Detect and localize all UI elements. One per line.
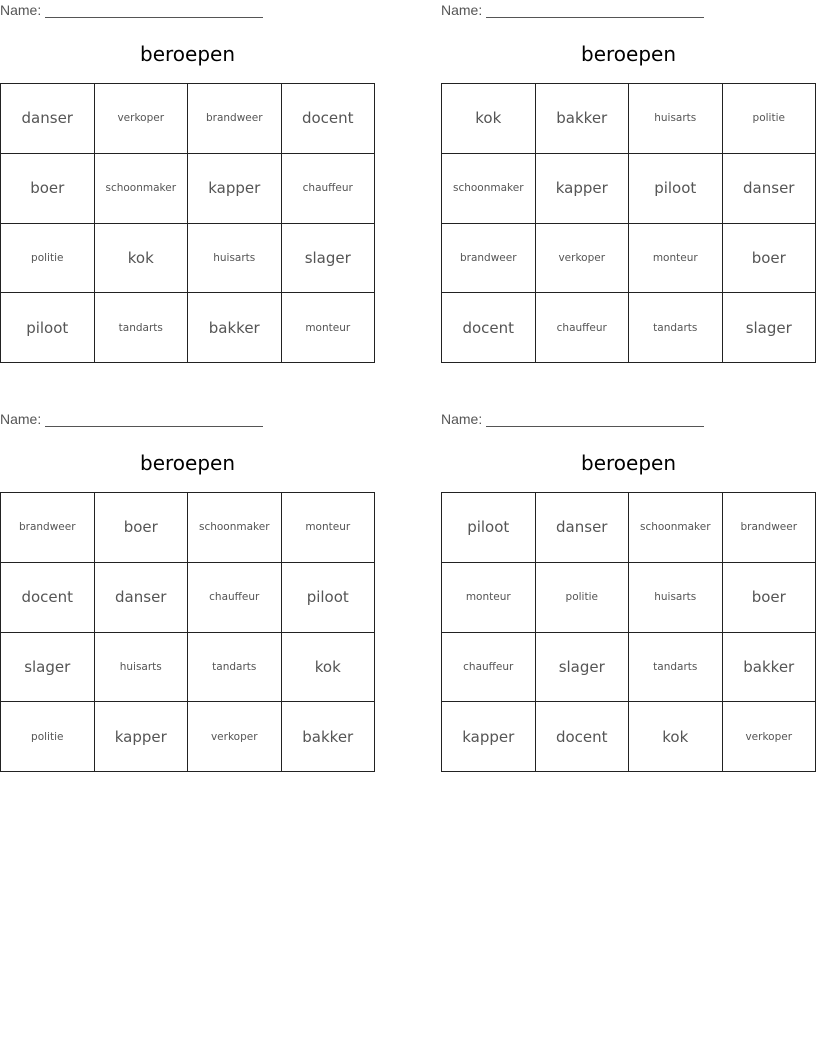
bingo-cell[interactable] bbox=[723, 84, 816, 154]
bingo-cell[interactable] bbox=[629, 563, 723, 633]
bingo-cell-label: tandarts bbox=[212, 660, 257, 673]
bingo-cell[interactable] bbox=[282, 702, 376, 772]
bingo-cell-label: bakker bbox=[743, 657, 795, 676]
name-label: Name: bbox=[441, 411, 483, 427]
bingo-cell[interactable] bbox=[536, 563, 630, 633]
bingo-cell-label: chauffeur bbox=[209, 591, 260, 604]
bingo-cell[interactable] bbox=[536, 702, 630, 772]
bingo-cell-label: slager bbox=[304, 248, 351, 267]
bingo-cell[interactable] bbox=[536, 493, 630, 563]
bingo-cell[interactable] bbox=[95, 84, 189, 154]
bingo-cell-label: piloot bbox=[26, 318, 69, 337]
bingo-cell-label: tandarts bbox=[653, 660, 698, 673]
bingo-cell-label: chauffeur bbox=[302, 182, 353, 195]
card-title: beroepen bbox=[140, 42, 235, 66]
bingo-cell-label: slager bbox=[24, 657, 71, 676]
card-title: beroepen bbox=[140, 451, 235, 475]
bingo-cell-label: danser bbox=[115, 588, 167, 607]
bingo-cell[interactable] bbox=[629, 633, 723, 703]
bingo-grid bbox=[441, 83, 816, 363]
bingo-cell-label: schoonmaker bbox=[639, 521, 711, 534]
bingo-cell[interactable] bbox=[442, 224, 536, 294]
bingo-cell-label: monteur bbox=[305, 521, 351, 534]
name-blank-line[interactable] bbox=[45, 426, 263, 427]
bingo-cell[interactable] bbox=[442, 633, 536, 703]
bingo-cell-label: verkoper bbox=[558, 251, 606, 264]
bingo-cell-label: brandweer bbox=[740, 521, 798, 534]
bingo-cell-label: docent bbox=[555, 727, 608, 746]
bingo-cell-label: huisarts bbox=[119, 660, 162, 673]
bingo-cell-label: monteur bbox=[305, 321, 351, 334]
bingo-cell-label: brandweer bbox=[205, 112, 263, 125]
bingo-cell[interactable] bbox=[95, 154, 189, 224]
bingo-cell-label: danser bbox=[743, 179, 795, 198]
bingo-cell[interactable] bbox=[442, 84, 536, 154]
bingo-cell[interactable] bbox=[188, 84, 282, 154]
bingo-cell-label: kapper bbox=[208, 179, 261, 198]
bingo-cell-label: schoonmaker bbox=[452, 182, 524, 195]
bingo-cell-label: docent bbox=[21, 588, 74, 607]
name-label: Name: bbox=[0, 2, 42, 18]
bingo-cell-label: piloot bbox=[306, 588, 349, 607]
card-title: beroepen bbox=[581, 42, 676, 66]
bingo-cell[interactable] bbox=[188, 293, 282, 363]
bingo-grid bbox=[441, 492, 816, 772]
bingo-cell-label: brandweer bbox=[18, 521, 76, 534]
bingo-cell[interactable] bbox=[95, 702, 189, 772]
bingo-cell-label: tandarts bbox=[653, 321, 698, 334]
bingo-cell-label: verkoper bbox=[117, 112, 165, 125]
name-field[interactable] bbox=[0, 2, 270, 20]
bingo-cell[interactable] bbox=[1, 563, 95, 633]
bingo-cell-label: boer bbox=[123, 518, 158, 537]
bingo-cell-label: kok bbox=[127, 248, 154, 267]
bingo-cell-label: politie bbox=[565, 591, 598, 604]
card-title: beroepen bbox=[581, 451, 676, 475]
bingo-cell[interactable] bbox=[723, 633, 816, 703]
bingo-grid bbox=[0, 492, 375, 772]
bingo-cell[interactable] bbox=[723, 154, 816, 224]
bingo-cell-label: boer bbox=[751, 588, 786, 607]
bingo-cell-label: kok bbox=[314, 657, 341, 676]
bingo-cell[interactable] bbox=[95, 293, 189, 363]
bingo-cell[interactable] bbox=[188, 224, 282, 294]
bingo-cell[interactable] bbox=[536, 84, 630, 154]
bingo-cell-label: boer bbox=[30, 179, 65, 198]
bingo-cell[interactable] bbox=[723, 293, 816, 363]
bingo-cell[interactable] bbox=[1, 293, 95, 363]
bingo-cell-label: politie bbox=[31, 251, 64, 264]
bingo-cell[interactable] bbox=[1, 84, 95, 154]
bingo-cell-label: piloot bbox=[467, 518, 510, 537]
bingo-cell-label: slager bbox=[558, 657, 605, 676]
bingo-cell[interactable] bbox=[723, 224, 816, 294]
bingo-cell-label: huisarts bbox=[654, 112, 697, 125]
bingo-cell-label: danser bbox=[21, 109, 73, 128]
bingo-cell-label: kok bbox=[662, 727, 689, 746]
bingo-cell[interactable] bbox=[95, 633, 189, 703]
bingo-cell[interactable] bbox=[1, 633, 95, 703]
bingo-cell[interactable] bbox=[629, 293, 723, 363]
bingo-cell-label: schoonmaker bbox=[198, 521, 270, 534]
bingo-cell-label: danser bbox=[556, 518, 608, 537]
bingo-cell[interactable] bbox=[442, 563, 536, 633]
bingo-cell[interactable] bbox=[723, 563, 816, 633]
bingo-cell-label: politie bbox=[752, 112, 785, 125]
bingo-cell[interactable] bbox=[629, 493, 723, 563]
bingo-cell[interactable] bbox=[95, 493, 189, 563]
bingo-cell[interactable] bbox=[188, 563, 282, 633]
bingo-cell[interactable] bbox=[442, 293, 536, 363]
bingo-cell[interactable] bbox=[188, 702, 282, 772]
bingo-cell-label: kapper bbox=[462, 727, 515, 746]
name-field[interactable] bbox=[441, 2, 711, 20]
bingo-cell-label: slager bbox=[745, 318, 792, 337]
name-blank-line[interactable] bbox=[486, 17, 704, 18]
bingo-cell-label: bakker bbox=[302, 727, 354, 746]
bingo-cell-label: kapper bbox=[114, 727, 167, 746]
bingo-cell[interactable] bbox=[95, 224, 189, 294]
bingo-cell-label: chauffeur bbox=[556, 321, 607, 334]
bingo-cell-label: verkoper bbox=[210, 730, 258, 743]
bingo-cell-label: bakker bbox=[556, 109, 608, 128]
bingo-cell[interactable] bbox=[723, 493, 816, 563]
name-field[interactable] bbox=[0, 411, 270, 429]
bingo-cell[interactable] bbox=[629, 84, 723, 154]
bingo-cell-label: huisarts bbox=[654, 591, 697, 604]
bingo-cell[interactable] bbox=[536, 633, 630, 703]
bingo-cell-label: tandarts bbox=[118, 321, 163, 334]
bingo-cell[interactable] bbox=[442, 493, 536, 563]
bingo-cell[interactable] bbox=[282, 154, 376, 224]
bingo-cell[interactable] bbox=[188, 493, 282, 563]
bingo-cell-label: boer bbox=[751, 248, 786, 267]
bingo-cell-label: brandweer bbox=[459, 251, 517, 264]
bingo-cell[interactable] bbox=[282, 633, 376, 703]
bingo-cell[interactable] bbox=[282, 293, 376, 363]
bingo-cell[interactable] bbox=[1, 702, 95, 772]
bingo-cell[interactable] bbox=[95, 563, 189, 633]
bingo-cell-label: politie bbox=[31, 730, 64, 743]
bingo-cell[interactable] bbox=[723, 702, 816, 772]
name-label: Name: bbox=[0, 411, 42, 427]
bingo-cell[interactable] bbox=[629, 154, 723, 224]
bingo-cell[interactable] bbox=[282, 563, 376, 633]
bingo-cell[interactable] bbox=[1, 493, 95, 563]
bingo-cell[interactable] bbox=[1, 224, 95, 294]
bingo-cell[interactable] bbox=[1, 154, 95, 224]
bingo-cell[interactable] bbox=[442, 702, 536, 772]
bingo-cell[interactable] bbox=[629, 224, 723, 294]
bingo-cell[interactable] bbox=[282, 84, 376, 154]
bingo-cell[interactable] bbox=[536, 154, 630, 224]
bingo-cell-label: kok bbox=[475, 109, 502, 128]
bingo-cell-label: bakker bbox=[208, 318, 260, 337]
bingo-cell-label: monteur bbox=[652, 251, 698, 264]
bingo-cell-label: huisarts bbox=[213, 251, 256, 264]
bingo-cell[interactable] bbox=[442, 154, 536, 224]
bingo-cell[interactable] bbox=[188, 154, 282, 224]
bingo-cell-label: monteur bbox=[465, 591, 511, 604]
bingo-cell-label: docent bbox=[462, 318, 515, 337]
bingo-cell[interactable] bbox=[536, 224, 630, 294]
bingo-cell-label: docent bbox=[301, 109, 354, 128]
bingo-cell[interactable] bbox=[282, 493, 376, 563]
bingo-cell-label: verkoper bbox=[745, 730, 793, 743]
bingo-cell[interactable] bbox=[536, 293, 630, 363]
bingo-cell-label: piloot bbox=[654, 179, 697, 198]
bingo-grid bbox=[0, 83, 375, 363]
name-field[interactable] bbox=[441, 411, 711, 429]
bingo-cell-label: schoonmaker bbox=[105, 182, 177, 195]
bingo-cell-label: chauffeur bbox=[463, 660, 514, 673]
bingo-cell[interactable] bbox=[188, 633, 282, 703]
name-blank-line[interactable] bbox=[486, 426, 704, 427]
name-label: Name: bbox=[441, 2, 483, 18]
name-blank-line[interactable] bbox=[45, 17, 263, 18]
bingo-cell-label: kapper bbox=[555, 179, 608, 198]
bingo-cell[interactable] bbox=[282, 224, 376, 294]
bingo-cell[interactable] bbox=[629, 702, 723, 772]
